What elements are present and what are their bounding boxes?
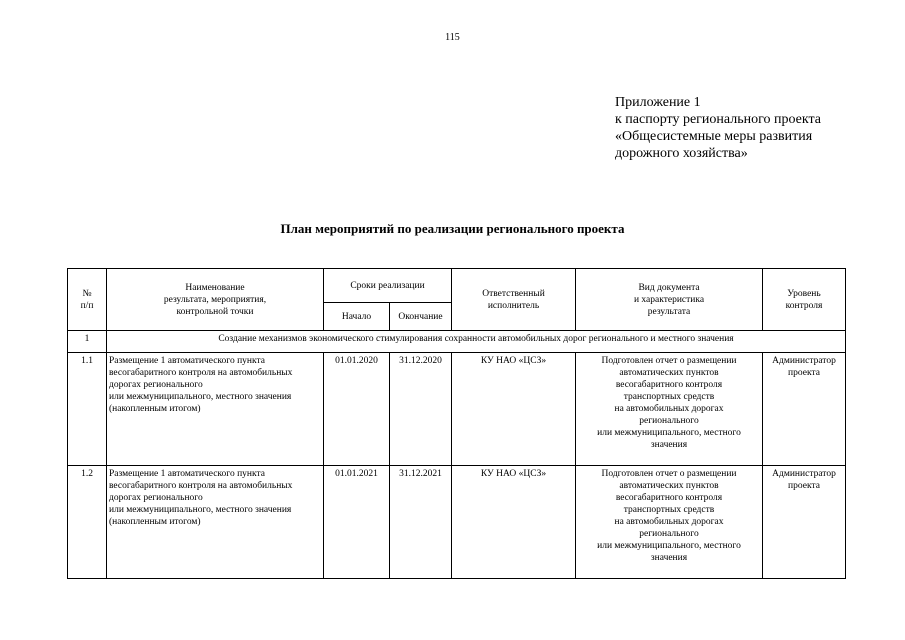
section-title: Создание механизмов экономического стимулирования сохранности автомобильных дорог регионального и местного значения (107, 331, 846, 353)
row-start: 01.01.2020 (324, 353, 390, 466)
row-number: 1.2 (68, 466, 107, 579)
table-row (68, 353, 846, 466)
row-document: Подготовлен отчет о размещении автоматических пунктов весогабаритного контроля транспортных средств на автомобильных дорогах регионального или межмуниципального, местного значения (576, 466, 763, 579)
row-document: Подготовлен отчет о размещении автоматических пунктов весогабаритного контроля транспортных средств на автомобильных дорогах регионального или межмуниципального, местного значения (576, 353, 763, 466)
section-number: 1 (68, 331, 107, 353)
row-name: Размещение 1 автоматического пункта весогабаритного контроля на автомобильных дорогах регионального или межмуниципального, местного значения (накопленным итогом) (107, 353, 324, 466)
header-responsible: Ответственный исполнитель (452, 269, 576, 331)
row-number: 1.1 (68, 353, 107, 466)
plan-table (67, 268, 846, 579)
header-start: Начало (324, 303, 390, 331)
row-level: Администратор проекта (763, 353, 846, 466)
header-end: Окончание (390, 303, 452, 331)
row-level: Администратор проекта (763, 466, 846, 579)
row-responsible: КУ НАО «ЦСЗ» (452, 466, 576, 579)
appendix-line: дорожного хозяйства» (615, 146, 748, 161)
appendix-line: Приложение 1 (615, 95, 701, 110)
row-end: 31.12.2020 (390, 353, 452, 466)
row-name: Размещение 1 автоматического пункта весогабаритного контроля на автомобильных дорогах регионального или межмуниципального, местного значения (накопленным итогом) (107, 466, 324, 579)
header-level: Уровень контроля (763, 269, 846, 331)
header-terms: Сроки реализации (324, 269, 452, 303)
header-name: Наименование результата, мероприятия, контрольной точки (107, 269, 324, 331)
appendix-line: «Общесистемные меры развития (615, 129, 813, 144)
header-document: Вид документа и характеристика результата (576, 269, 763, 331)
row-responsible: КУ НАО «ЦСЗ» (452, 353, 576, 466)
header-number: № п/п (68, 269, 107, 331)
row-start: 01.01.2021 (324, 466, 390, 579)
document-title: План мероприятий по реализации регионального проекта (280, 221, 625, 236)
appendix-line: к паспорту регионального проекта (615, 112, 821, 127)
page-number: 115 (445, 32, 460, 43)
appendix-block (615, 94, 865, 162)
table-row (68, 466, 846, 579)
row-end: 31.12.2021 (390, 466, 452, 579)
